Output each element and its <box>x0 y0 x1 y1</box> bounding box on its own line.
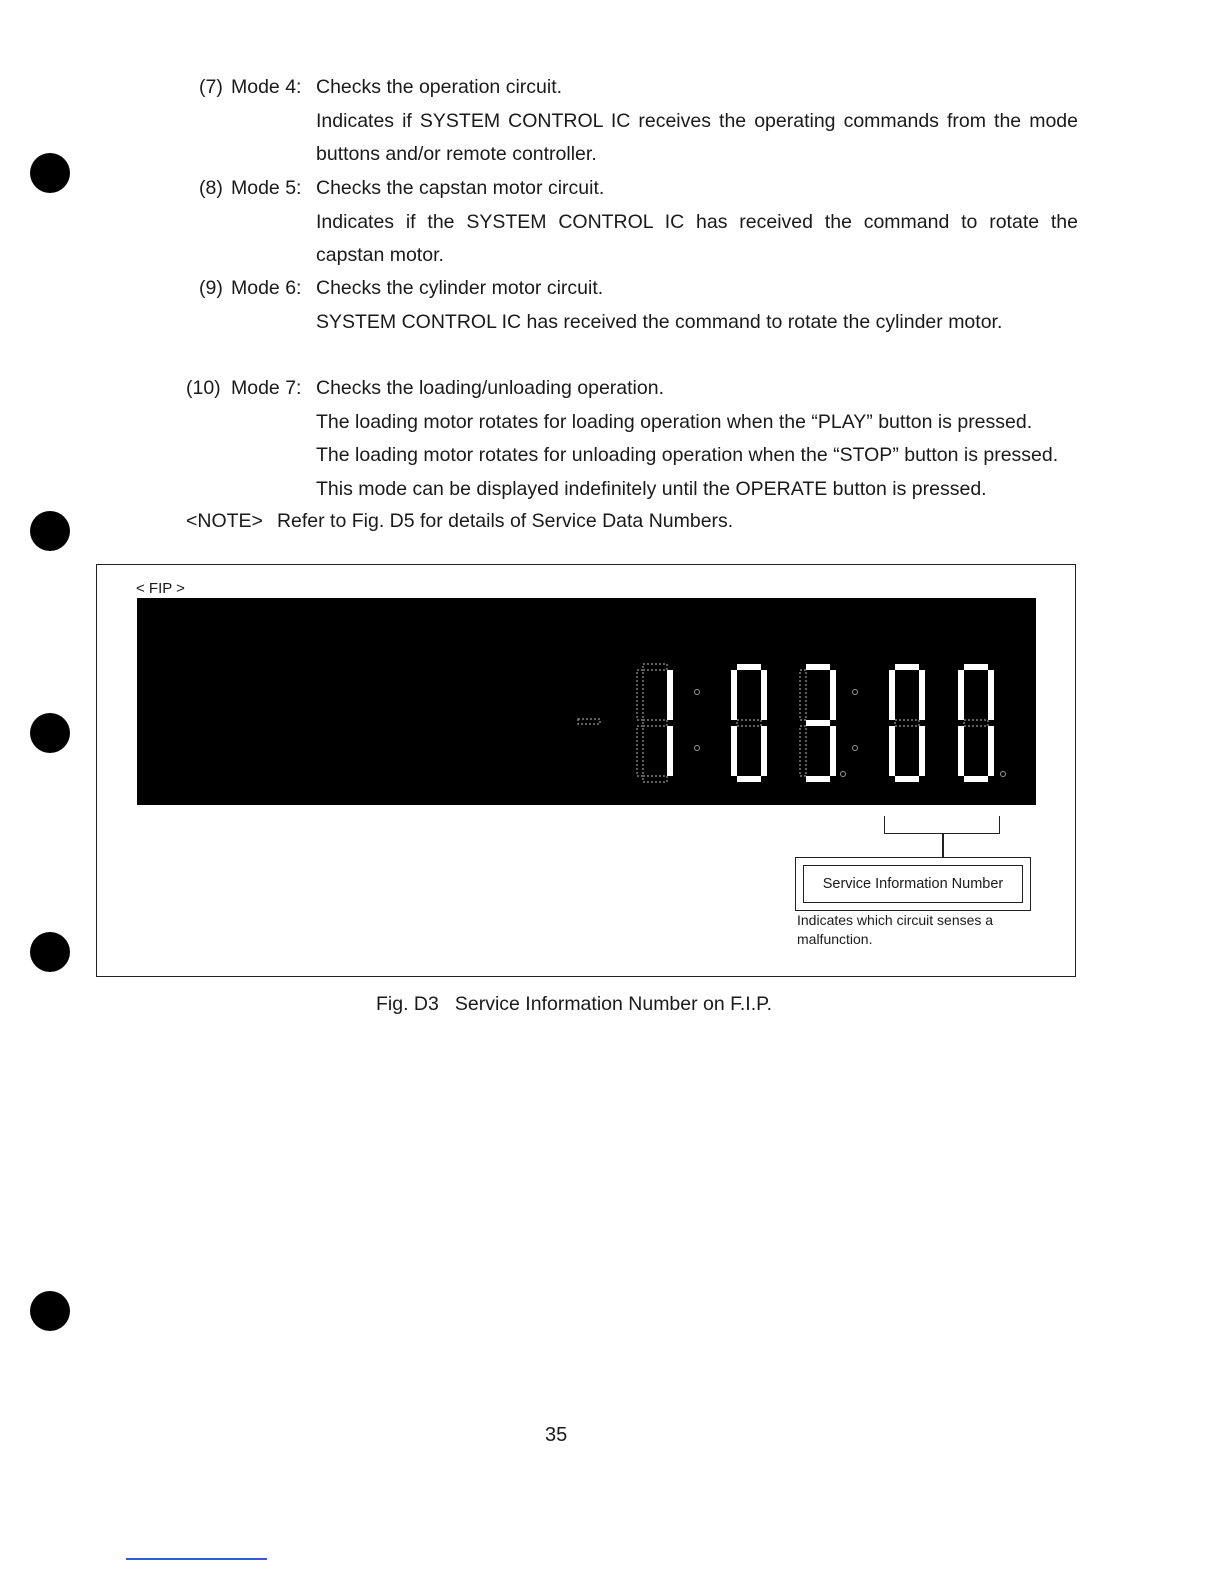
service-info-label: Service Information Number <box>803 865 1023 903</box>
digit-1-segment-b <box>761 670 767 720</box>
mode-description: Checks the operation circuit. <box>316 76 563 98</box>
colon-dot <box>853 690 858 695</box>
mode-description: Indicates if SYSTEM CONTROL IC receives the operating commands from the mode <box>316 110 1078 132</box>
digit-1-segment-e <box>731 726 737 776</box>
caption-figure-number: Fig. D3 <box>376 993 439 1015</box>
note-tag: <NOTE> <box>186 510 263 532</box>
digit-2-segment-e <box>800 726 806 776</box>
bracket-stem <box>942 834 944 858</box>
mode-description: Indicates if the SYSTEM CONTROL IC has received the command to rotate the <box>316 211 1078 233</box>
mode-description: The loading motor rotates for unloading operation when the “STOP” button is pressed. <box>316 444 1059 466</box>
digit-4-segment-b <box>988 670 994 720</box>
mode-number: (9) <box>199 277 223 299</box>
fip-display <box>137 598 1036 805</box>
figure-caption <box>376 993 772 1016</box>
decimal-dot <box>841 772 846 777</box>
digit-1-segment-c <box>761 726 767 776</box>
mode-description: Checks the loading/unloading operation. <box>316 377 665 399</box>
digit-3-segment-b <box>919 670 925 720</box>
mode-label: Mode 5: <box>231 177 302 199</box>
mode-number: (8) <box>199 177 223 199</box>
binder-hole <box>30 713 70 753</box>
digit-3-segment-f <box>889 670 895 720</box>
digit-1-segment-a <box>737 664 761 670</box>
digit-3-segment-e <box>889 726 895 776</box>
minus-segment <box>578 719 600 724</box>
digit-4-segment-d <box>964 776 988 782</box>
service-info-description: Indicates which circuit senses a malfunction. <box>797 912 994 947</box>
digit-2-segment-g <box>806 720 830 726</box>
digit-3-segment-c <box>919 726 925 776</box>
mode-number: (10) <box>186 377 221 399</box>
decimal-dot <box>1001 772 1006 777</box>
mode-label: Mode 6: <box>231 277 302 299</box>
mode-label: Mode 4: <box>231 76 302 98</box>
digit-2-segment-a <box>806 664 830 670</box>
mode-description: capstan motor. <box>316 244 444 266</box>
digit-3-segment-a <box>895 664 919 670</box>
page-number: 35 <box>545 1424 568 1446</box>
binder-hole <box>30 511 70 551</box>
fip-label: < FIP > <box>136 580 185 597</box>
digit-1-segment-g <box>737 720 761 726</box>
digit-0-segment-b <box>667 670 673 720</box>
digit-4-segment-c <box>988 726 994 776</box>
digit-0-segment-e <box>637 726 643 776</box>
digit-bracket <box>884 816 1000 834</box>
digit-1-segment-f <box>731 670 737 720</box>
digit-4-segment-e <box>958 726 964 776</box>
digit-0-segment-a <box>643 664 667 670</box>
note-text: Refer to Fig. D5 for details of Service Data Numbers. <box>276 510 734 532</box>
binder-hole <box>30 932 70 972</box>
colon-dot <box>695 690 700 695</box>
digit-4-segment-g <box>964 720 988 726</box>
mode-description: SYSTEM CONTROL IC has received the command to rotate the cylinder motor. <box>316 311 1003 333</box>
mode-description: Checks the capstan motor circuit. <box>316 177 605 199</box>
binder-hole <box>30 153 70 193</box>
digit-2-segment-d <box>806 776 830 782</box>
digit-4-segment-f <box>958 670 964 720</box>
digit-0-segment-g <box>643 720 667 726</box>
digit-2-segment-f <box>800 670 806 720</box>
footer-rule <box>126 1558 267 1560</box>
mode-description: Checks the cylinder motor circuit. <box>316 277 604 299</box>
digit-4-segment-a <box>964 664 988 670</box>
caption-text: Service Information Number on F.I.P. <box>454 993 773 1015</box>
digit-2-segment-c <box>830 726 836 776</box>
note <box>186 510 733 533</box>
mode-description: buttons and/or remote controller. <box>316 143 597 165</box>
binder-hole <box>30 1291 70 1331</box>
digit-1-segment-d <box>737 776 761 782</box>
digit-0-segment-c <box>667 726 673 776</box>
digit-0-segment-d <box>643 776 667 782</box>
fip-segment-display <box>137 598 1036 805</box>
colon-dot <box>853 746 858 751</box>
digit-3-segment-d <box>895 776 919 782</box>
digit-0-segment-f <box>637 670 643 720</box>
digit-2-segment-b <box>830 670 836 720</box>
mode-description: The loading motor rotates for loading operation when the “PLAY” button is pressed. <box>316 411 1033 433</box>
digit-3-segment-g <box>895 720 919 726</box>
colon-dot <box>695 746 700 751</box>
mode-label: Mode 7: <box>231 377 302 399</box>
mode-description: This mode can be displayed indefinitely until the OPERATE button is pressed. <box>316 478 987 500</box>
mode-number: (7) <box>199 76 223 98</box>
